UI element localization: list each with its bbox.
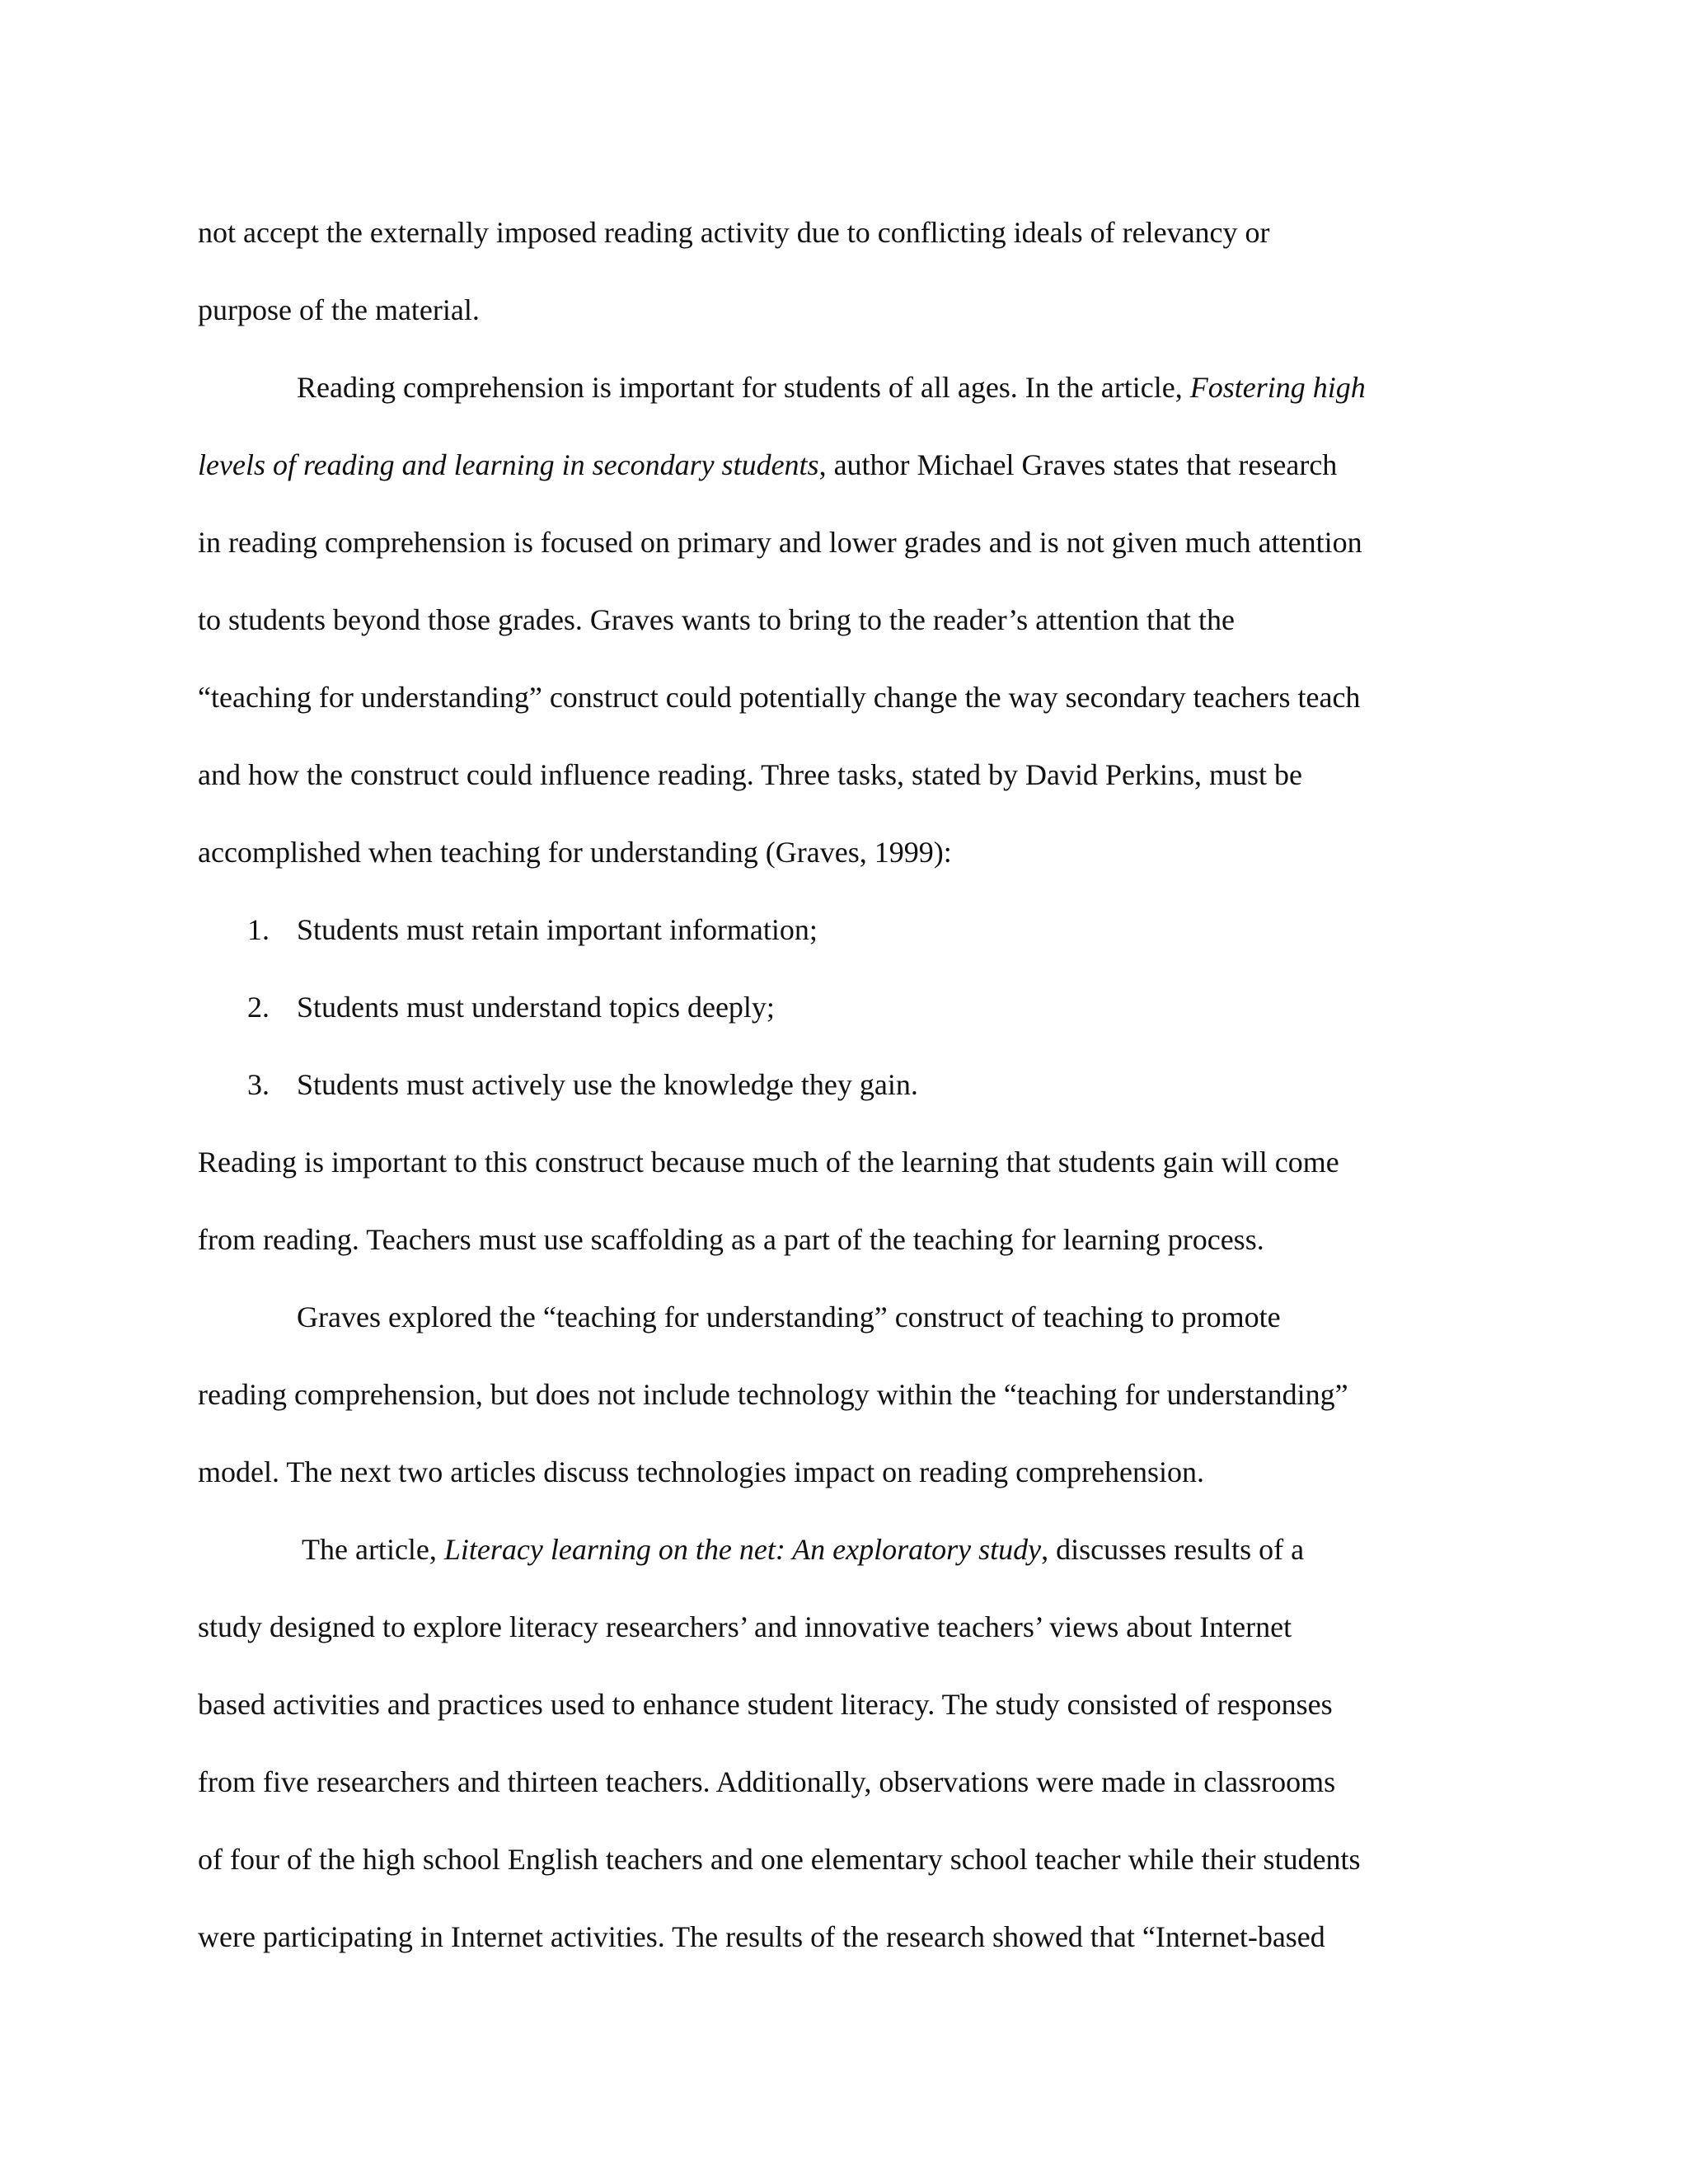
list-item [198,891,1492,968]
text-line: accomplished when teaching for understanding (Graves, 1999): [198,836,952,869]
text-span: , author Michael Graves states that research [818,448,1338,481]
list-number: 3. [247,1068,270,1101]
text-line: of four of the high school English teachers and one elementary school teacher while their students [198,1843,1361,1876]
article-title: Fostering high [1189,371,1366,404]
text-line: “teaching for understanding” construct could potentially change the way secondary teachers teach [198,681,1361,714]
text-line: from five researchers and thirteen teachers. Additionally, observations were made in classrooms [198,1765,1336,1798]
text-line: and how the construct could influence reading. Three tasks, stated by David Perkins, must be [198,758,1302,791]
text-line [198,426,1492,504]
text-line: in reading comprehension is focused on primary and lower grades and is not given much attention [198,526,1362,559]
text-line: study designed to explore literacy researchers’ and innovative teachers’ views about Internet [198,1610,1292,1643]
paragraph-graves-intro [198,349,1492,891]
paragraph-literacy-study [198,1511,1492,1975]
list-text: Students must retain important information; [297,913,818,946]
list-number: 2. [247,991,270,1024]
paragraph-graves-explored [198,1278,1492,1511]
text-line: not accept the externally imposed reading activity due to conflicting ideals of relevancy or [198,216,1270,249]
list-item [198,968,1492,1046]
list-text: Students must actively use the knowledge they gain. [297,1068,918,1101]
text-line: based activities and practices used to enhance student literacy. The study consisted of responses [198,1688,1333,1721]
text-line: from reading. Teachers must use scaffolding as a part of the teaching for learning process. [198,1223,1264,1256]
text-line: were participating in Internet activities. The results of the research showed that “Internet-based [198,1920,1325,1953]
body-text [198,194,1492,1975]
text-line: reading comprehension, but does not include technology within the “teaching for understanding” [198,1378,1348,1411]
article-title: levels of reading and learning in secondary students [198,448,819,481]
article-title: Literacy learning on the net: An exploratory study [443,1533,1042,1566]
text-line: Reading is important to this construct because much of the learning that students gain will come [198,1146,1339,1179]
text-span: , discusses results of a [1041,1533,1305,1566]
text-line [198,349,1492,426]
task-list [198,891,1492,1123]
text-line: Graves explored the “teaching for understanding” construct of teaching to promote [297,1301,1281,1333]
text-line: purpose of the material. [198,293,480,326]
list-text: Students must understand topics deeply; [297,991,775,1024]
text-line [198,1511,1492,1588]
text-line: to students beyond those grades. Graves wants to bring to the reader’s attention that the [198,603,1236,636]
text-line: model. The next two articles discuss technologies impact on reading comprehension. [198,1455,1205,1488]
paragraph-continuation [198,194,1492,349]
paragraph-reading-importance [198,1123,1492,1278]
list-number: 1. [247,913,270,946]
list-item [198,1046,1492,1123]
text-span: The article, [302,1533,444,1566]
text-span: Reading comprehension is important for students of all ages. In the article, [297,371,1190,404]
